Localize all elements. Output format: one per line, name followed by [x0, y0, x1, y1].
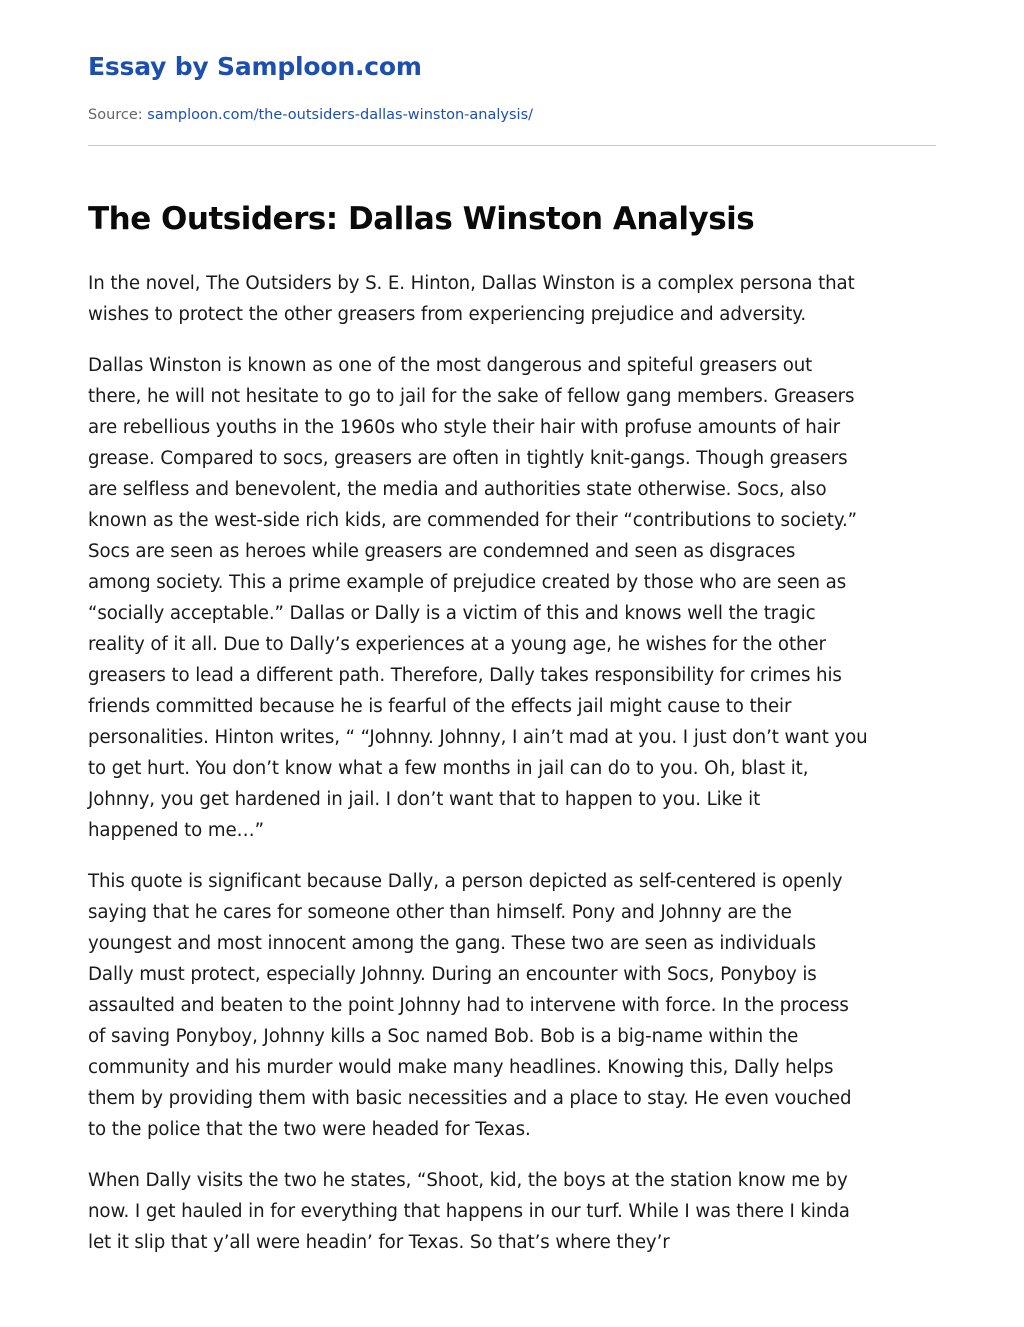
- paragraph-line: In the novel, The Outsiders by S. E. Hinton, Dallas Winston is a complex persona that: [88, 273, 855, 294]
- header-divider: [88, 145, 936, 146]
- site-brand[interactable]: Essay by Samploon.com: [88, 52, 422, 81]
- paragraph-line: are selfless and benevolent, the media and authorities state otherwise. Socs, also: [88, 479, 827, 500]
- paragraph-line: to get hurt. You don’t know what a few months in jail can do to you. Oh, blast it,: [88, 758, 809, 779]
- paragraph-line: there, he will not hesitate to go to jail for the sake of fellow gang members. Greasers: [88, 386, 855, 407]
- essay-paragraph: [88, 268, 938, 330]
- paragraph-line: among society. This a prime example of prejudice created by those who are seen as: [88, 572, 847, 593]
- paragraph-line: now. I get hauled in for everything that happens in our turf. While I was there I kinda: [88, 1201, 850, 1222]
- paragraph-line: friends committed because he is fearful of the effects jail might cause to their: [88, 696, 792, 717]
- essay-paragraph: [88, 1165, 938, 1258]
- paragraph-line: grease. Compared to socs, greasers are often in tightly knit-gangs. Though greasers: [88, 448, 848, 469]
- essay-body: [88, 268, 938, 1278]
- paragraph-line: Dally must protect, especially Johnny. During an encounter with Socs, Ponyboy is: [88, 964, 817, 985]
- essay-title: The Outsiders: Dallas Winston Analysis: [88, 201, 755, 237]
- paragraph-line: When Dally visits the two he states, “Shoot, kid, the boys at the station know me by: [88, 1170, 848, 1191]
- paragraph-line: Socs are seen as heroes while greasers are condemned and seen as disgraces: [88, 541, 796, 562]
- paragraph-line: greasers to lead a different path. Therefore, Dally takes responsibility for crimes his: [88, 665, 842, 686]
- paragraph-line: to the police that the two were headed for Texas.: [88, 1119, 531, 1140]
- paragraph-line: assaulted and beaten to the point Johnny had to intervene with force. In the process: [88, 995, 849, 1016]
- paragraph-line: saying that he cares for someone other than himself. Pony and Johnny are the: [88, 902, 792, 923]
- paragraph-line: of saving Ponyboy, Johnny kills a Soc named Bob. Bob is a big-name within the: [88, 1026, 799, 1047]
- paragraph-line: Dallas Winston is known as one of the most dangerous and spiteful greasers out: [88, 355, 813, 376]
- paragraph-line: personalities. Hinton writes, “ “Johnny. Johnny, I ain’t mad at you. I just don’t want you: [88, 727, 868, 748]
- paragraph-line: known as the west-side rich kids, are commended for their “contributions to society.”: [88, 510, 857, 531]
- paragraph-line: This quote is significant because Dally, a person depicted as self-centered is openly: [88, 871, 843, 892]
- essay-paragraph: [88, 866, 938, 1145]
- paragraph-line: “socially acceptable.” Dallas or Dally is a victim of this and knows well the tragic: [88, 603, 816, 624]
- paragraph-line: them by providing them with basic necessities and a place to stay. He even vouched: [88, 1088, 852, 1109]
- paragraph-line: reality of it all. Due to Dally’s experiences at a young age, he wishes for the other: [88, 634, 826, 655]
- paragraph-line: let it slip that y’all were headin’ for Texas. So that’s where they’r: [88, 1232, 670, 1253]
- paragraph-line: are rebellious youths in the 1960s who style their hair with profuse amounts of hair: [88, 417, 841, 438]
- source-label: Source:: [88, 107, 143, 123]
- paragraph-line: wishes to protect the other greasers from experiencing prejudice and adversity.: [88, 304, 807, 325]
- source-link[interactable]: samploon.com/the-outsiders-dallas-winston-analysis/: [147, 107, 534, 123]
- paragraph-line: youngest and most innocent among the gang. These two are seen as individuals: [88, 933, 817, 954]
- paragraph-line: happened to me…”: [88, 820, 264, 841]
- source-line: [88, 107, 533, 123]
- paragraph-line: community and his murder would make many headlines. Knowing this, Dally helps: [88, 1057, 834, 1078]
- paragraph-line: Johnny, you get hardened in jail. I don’t want that to happen to you. Like it: [88, 789, 761, 810]
- essay-paragraph: [88, 350, 938, 846]
